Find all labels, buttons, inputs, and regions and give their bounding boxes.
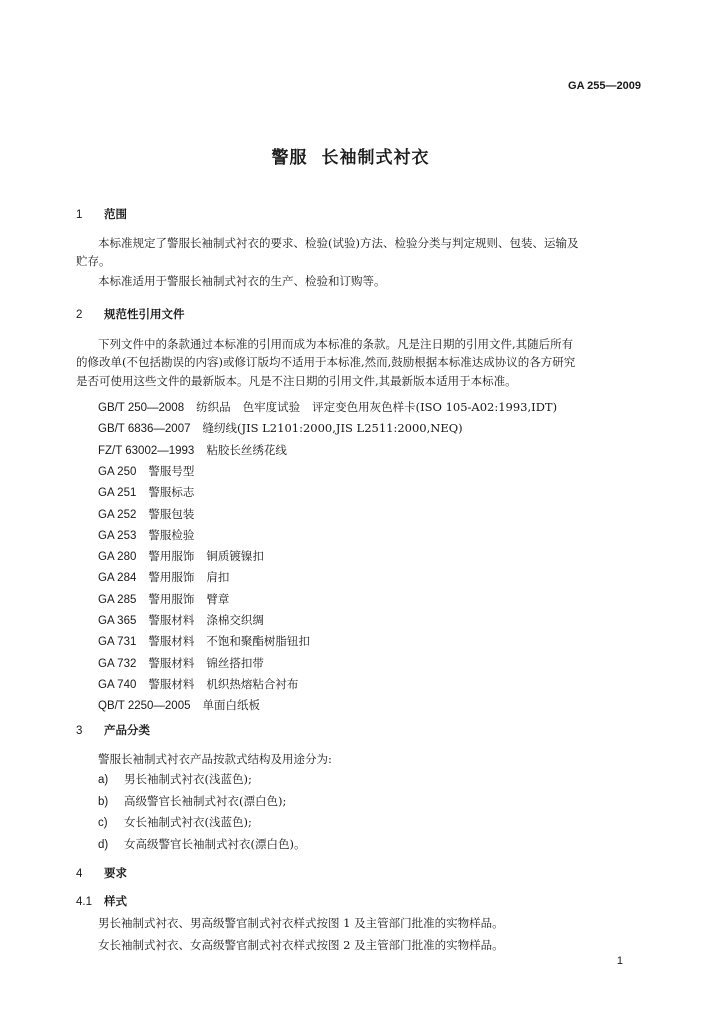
section-title: 规范性引用文件 (104, 307, 185, 321)
reference-title: 警服材料 (148, 676, 195, 691)
section-1-heading (76, 206, 127, 222)
reference-item (98, 569, 229, 585)
paragraph: 警服长袖制式衬衣产品按款式结构及用途分为: (98, 752, 332, 766)
list-item-label: d) (98, 838, 109, 851)
reference-title: 警服材料 (148, 613, 195, 627)
section-2-heading (76, 306, 185, 322)
title-part1: 警服 (271, 148, 308, 168)
paragraph: 下列文件中的条款通过本标准的引用而成为本标准的条款。凡是注日期的引用文件,其随后所有 (98, 337, 574, 351)
section-3-heading (76, 722, 150, 738)
reference-item (98, 676, 298, 692)
section-title: 要求 (104, 866, 127, 880)
list-item (98, 836, 305, 852)
paragraph: 男长袖制式衬衣、男高级警官制式衬衣样式按图 1 及主管部门批准的实物样品。 (98, 916, 504, 930)
reference-title: 机织热熔粘合衬布 (206, 676, 299, 691)
reference-code: GA 285 (98, 593, 137, 606)
paragraph: 是否可使用这些文件的最新版本。凡是不注日期的引用文件,其最新版本适用于本标准。 (76, 374, 517, 388)
list-item-text: 女高级警官长袖制式衬衣(漂白色)。 (124, 836, 306, 851)
reference-code: GA 731 (98, 636, 137, 649)
reference-title: 涤棉交织绸 (206, 613, 264, 627)
reference-code: GA 252 (98, 508, 137, 521)
reference-code: GA 740 (98, 678, 137, 691)
reference-item (98, 697, 260, 713)
paragraph: 本标准规定了警服长袖制式衬衣的要求、检验(试验)方法、检验分类与判定规则、包装、运输及 (98, 236, 579, 250)
reference-code: GA 732 (98, 657, 137, 670)
reference-title: 铜质镀镍扣 (206, 549, 264, 564)
reference-title: 臂章 (206, 591, 230, 606)
list-item (98, 814, 252, 830)
list-item-label: c) (98, 817, 108, 829)
section-title: 范围 (104, 207, 127, 221)
reference-item (98, 463, 194, 479)
list-item-label: b) (98, 795, 109, 808)
document-title (0, 143, 701, 168)
reference-code: GA 250 (98, 465, 137, 478)
reference-item (98, 399, 557, 415)
reference-item (98, 527, 194, 543)
section-number: 1 (76, 209, 83, 221)
reference-title: 警用服饰 (148, 591, 195, 606)
subsection-title: 样式 (104, 894, 127, 908)
list-item-text: 高级警官长袖制式衬衣(漂白色); (124, 793, 287, 808)
section-number: 3 (76, 725, 83, 737)
reference-item (98, 591, 229, 607)
reference-title: 评定变色用灰色样卡(ISO 105-A02:1993,IDT) (312, 400, 558, 414)
reference-item (98, 655, 264, 671)
reference-title: 警服标志 (148, 485, 195, 500)
reference-code: GA 280 (98, 551, 137, 564)
reference-item (98, 633, 310, 649)
reference-title: 单面白纸板 (202, 698, 260, 713)
page-number: 1 (616, 955, 623, 967)
subsection-number: 4.1 (76, 896, 92, 908)
reference-title: 肩扣 (206, 570, 230, 585)
paragraph: 本标准适用于警服长袖制式衬衣的生产、检验和订购等。 (98, 274, 386, 288)
paragraph: 女长袖制式衬衣、女高级警官制式衬衣样式按图 2 及主管部门批准的实物样品。 (98, 938, 504, 952)
subsection-4-1-heading (76, 893, 127, 909)
reference-item (98, 548, 264, 564)
list-item-label: a) (98, 774, 109, 786)
paragraph: 的修改单(不包括勘误的内容)或修订版均不适用于本标准,然而,鼓励根据本标准达成协议的各方研究 (76, 355, 576, 369)
reference-title: 警用服饰 (148, 570, 195, 585)
reference-title: 警服材料 (148, 634, 195, 649)
reference-title: 警服包装 (148, 506, 195, 521)
reference-title: 缝纫线(JIS L2101:2000,JIS L2511:2000,NEQ) (202, 421, 463, 436)
reference-title: 不饱和聚酯树脂钮扣 (206, 634, 310, 649)
reference-title: 纺织品 (196, 400, 231, 414)
reference-code: GA 251 (98, 487, 137, 500)
reference-code: GB/T 250—2008 (98, 402, 185, 414)
section-number: 4 (76, 868, 83, 880)
list-item (98, 793, 286, 809)
title-part2: 长袖制式衬衣 (321, 148, 430, 168)
reference-title: 警服材料 (148, 655, 195, 670)
list-item-text: 男长袖制式衬衣(浅蓝色); (124, 772, 252, 786)
reference-item (98, 506, 194, 522)
reference-item (98, 442, 287, 458)
section-4-heading (76, 865, 127, 881)
reference-title: 锦丝搭扣带 (206, 655, 264, 670)
reference-code: GB/T 6836—2007 (98, 423, 191, 436)
section-number: 2 (76, 309, 83, 321)
reference-code: GA 253 (98, 529, 137, 542)
reference-title: 色牢度试验 (242, 400, 301, 414)
paragraph: 贮存。 (76, 254, 111, 268)
standard-code: GA 255—2009 (568, 80, 641, 92)
list-item-text: 女长袖制式衬衣(浅蓝色); (124, 815, 252, 829)
reference-item (98, 420, 463, 436)
reference-code: GA 365 (98, 615, 137, 627)
reference-title: 粘胶长丝绣花线 (206, 442, 287, 457)
section-title: 产品分类 (104, 723, 150, 737)
reference-title: 警服号型 (148, 463, 195, 478)
reference-item (98, 612, 264, 628)
reference-code: GA 284 (98, 572, 137, 585)
reference-code: FZ/T 63002—1993 (98, 444, 195, 457)
reference-title: 警用服饰 (148, 549, 195, 564)
reference-code: QB/T 2250—2005 (98, 700, 191, 713)
list-item (98, 771, 252, 787)
reference-item (98, 484, 194, 500)
reference-title: 警服检验 (148, 527, 195, 542)
